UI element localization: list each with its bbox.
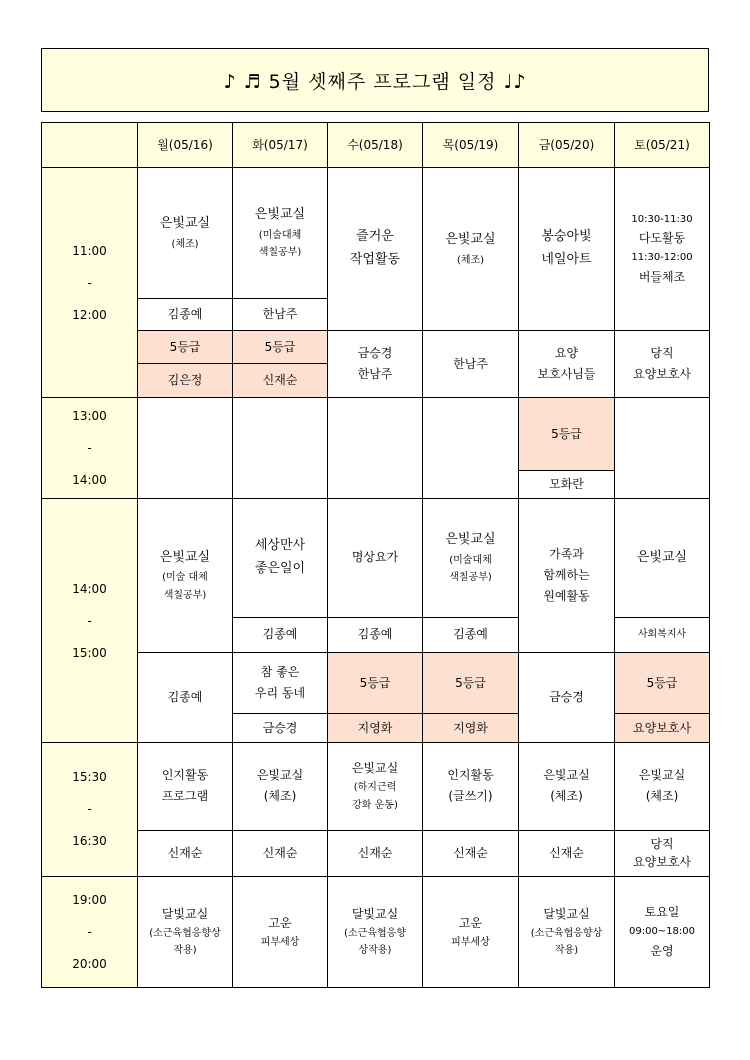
cell-sat-1900: 토요일 09:00~18:00 운영 <box>615 876 710 987</box>
staff-fri-1530: 신재순 <box>519 830 615 876</box>
time-slot-1530: 15:30 - 16:30 <box>42 742 138 876</box>
cell-tue-1900: 고운 피부세상 <box>233 876 328 987</box>
table-row <box>42 168 710 299</box>
header-tue: 화(05/17) <box>233 123 328 168</box>
cell-tue-1400: 세상만사 좋은일이 <box>233 499 328 617</box>
table-row <box>42 742 710 830</box>
staff-fri-1100: 요양 보호사님들 <box>519 331 615 398</box>
cell-sat-1100: 10:30-11:30 다도활동 11:30-12:00 버들체조 <box>615 168 710 331</box>
staff-mon-1530: 신재순 <box>138 830 233 876</box>
staff-tue-1530: 신재순 <box>233 830 328 876</box>
table-row <box>42 830 710 876</box>
cell-thu-1900: 고운 피부세상 <box>423 876 519 987</box>
cell-tue-1300 <box>233 398 328 499</box>
cell-fri-1100: 봉숭아빛 네일아트 <box>519 168 615 331</box>
table-row <box>42 499 710 617</box>
cell-fri-1900: 달빛교실 (소근육협응향상 작용) <box>519 876 615 987</box>
staff-fri-1400: 금승경 <box>519 652 615 742</box>
cell-wed-1100: 즐거운 작업활동 <box>328 168 423 331</box>
cell-mon-1100: 은빛교실 (체조) <box>138 168 233 299</box>
staff-wed-1400: 김종예 <box>328 617 423 652</box>
cell-fri-1530: 은빛교실 (체조) <box>519 742 615 830</box>
table-row <box>42 652 710 742</box>
table-row <box>42 331 710 398</box>
cell-mon-1300 <box>138 398 233 499</box>
cell-sat-1300 <box>615 398 710 499</box>
page-title: ♪ ♬ 5월 셋째주 프로그램 일정 ♩♪ <box>223 70 527 93</box>
time-slot-1300: 13:00 - 14:00 <box>42 398 138 499</box>
staff-tue-1100: 한남주 <box>233 299 328 331</box>
staff-thu-1530: 신재순 <box>423 830 519 876</box>
staff-wed-1100: 금승경 한남주 <box>328 331 423 398</box>
schedule-table <box>41 122 710 988</box>
grade-tue-1100: 5등급 신재순 <box>233 331 328 398</box>
cell-wed-1900: 달빛교실 (소근육협응향 상작용) <box>328 876 423 987</box>
cell-thu-1400: 은빛교실 (미술대체 색칠공부) <box>423 499 519 617</box>
title-banner <box>41 48 709 112</box>
header-thu: 목(05/19) <box>423 123 519 168</box>
staff-sat-1530: 당직 요양보호사 <box>615 830 710 876</box>
staff-wed-1530: 신재순 <box>328 830 423 876</box>
header-sat: 토(05/21) <box>615 123 710 168</box>
staff-mon-1400: 김종예 <box>138 652 233 742</box>
table-row <box>42 398 710 499</box>
table-row <box>42 876 710 987</box>
time-slot-1100: 11:00 - 12:00 <box>42 168 138 398</box>
cell-wed-1300 <box>328 398 423 499</box>
cell-mon-1530: 인지활동 프로그램 <box>138 742 233 830</box>
cell-fri-1300: 5등급 모화란 <box>519 398 615 499</box>
grade-sat-1400: 5등급 요양보호사 <box>615 652 710 742</box>
header-mon: 월(05/16) <box>138 123 233 168</box>
staff-mon-1100: 김종예 <box>138 299 233 331</box>
header-wed: 수(05/18) <box>328 123 423 168</box>
cell-fri-1400: 가족과 함께하는 원예활동 <box>519 499 615 652</box>
cell-tue-1530: 은빛교실 (체조) <box>233 742 328 830</box>
cell-wed-1400: 명상요가 <box>328 499 423 617</box>
cell-tue-1400b: 참 좋은 우리 동네 금승경 <box>233 652 328 742</box>
cell-thu-1100: 은빛교실 (체조) <box>423 168 519 331</box>
cell-thu-1530: 인지활동 (글쓰기) <box>423 742 519 830</box>
cell-mon-1400: 은빛교실 (미술 대체 색칠공부) <box>138 499 233 652</box>
cell-wed-1530: 은빛교실 (하지근력 강화 운동) <box>328 742 423 830</box>
cell-thu-1300 <box>423 398 519 499</box>
header-corner <box>42 123 138 168</box>
cell-sat-1530: 은빛교실 (체조) <box>615 742 710 830</box>
cell-sat-1400: 은빛교실 <box>615 499 710 617</box>
cell-mon-1900: 달빛교실 (소근육협응향상 작용) <box>138 876 233 987</box>
staff-sat-1100: 당직 요양보호사 <box>615 331 710 398</box>
grade-wed-1400: 5등급 지영화 <box>328 652 423 742</box>
staff-thu-1400: 김종예 <box>423 617 519 652</box>
time-slot-1900: 19:00 - 20:00 <box>42 876 138 987</box>
staff-tue-1400: 김종예 <box>233 617 328 652</box>
staff-thu-1100: 한남주 <box>423 331 519 398</box>
time-slot-1400: 14:00 - 15:00 <box>42 499 138 742</box>
staff-sat-1400: 사회복지사 <box>615 617 710 652</box>
header-fri: 금(05/20) <box>519 123 615 168</box>
cell-tue-1100: 은빛교실 (미술대체 색칠공부) <box>233 168 328 299</box>
header-row <box>42 123 710 168</box>
grade-mon-1100: 5등급 김은정 <box>138 331 233 398</box>
grade-thu-1400: 5등급 지영화 <box>423 652 519 742</box>
